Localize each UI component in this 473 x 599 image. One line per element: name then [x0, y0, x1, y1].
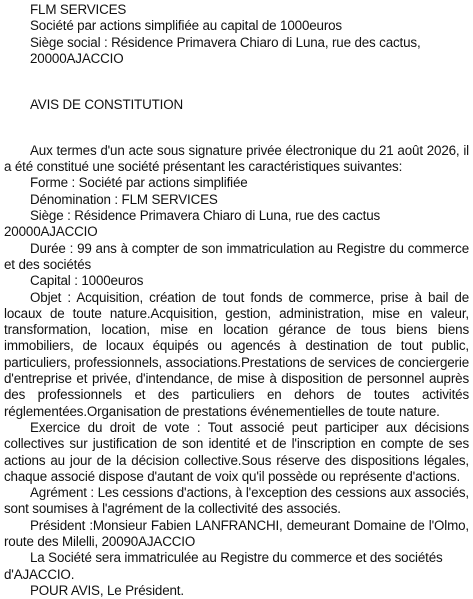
denomination-line: Dénomination : FLM SERVICES	[30, 191, 218, 207]
agrement-paragraph: Agrément : Les cessions d'actions, à l'exception des cessions aux associés, sont soumises à l'agrément de la collectivité des associés.	[4, 485, 469, 517]
company-type: Société par actions simplifiée au capital de 1000euros	[30, 18, 342, 34]
company-name: FLM SERVICES	[30, 2, 127, 17]
notice-header	[4, 2, 469, 67]
intro-paragraph: Aux termes d'un acte sous signature privée électronique du 21 août 2026, il a été constitué une société présentant les caractéristiques suivantes:	[4, 142, 469, 175]
vote-paragraph: Exercice du droit de vote : Tout associé peut participer aux décisions collectives sur justification de son identité et de l'inscription en compte de ses actions au jour de la décision collective.Sous réserve des dispositions légales, chaque associé dispose d'autant de voix qu'il possède ou représente d'actions.	[4, 419, 469, 484]
spacer	[4, 67, 469, 83]
objet-paragraph: Objet : Acquisition, création de tout fonds de commerce, prise à bail de locaux de toute nature.Acquisition, gestion, administration, mise en valeur, transformation, location, mise en location gérance de tous biens biens immobiliers, de locaux équipés ou agencés à destination de tout public, particuliers, professionnels, associations.Prestations de services de conciergerie d'entreprise et privée, d'intendance, de mise à disposition de personnel auprès des professionnels et des particuliers en dehors de toutes activités réglementées.Organisation de prestations événementielles de toute nature.	[4, 289, 469, 419]
notice-body	[4, 143, 469, 599]
immatriculation-line: La Société sera immatriculée au Registre du commerce et des sociétés d'AJACCIO.	[4, 550, 443, 582]
siege-line: Siège : Résidence Primavera Chiaro di Luna, rue des cactus 20000AJACCIO	[4, 208, 381, 240]
president-paragraph: Président :Monsieur Fabien LANFRANCHI, demeurant Domaine de l'Olmo, route des Milelli, 20090AJACCIO	[4, 517, 469, 549]
notice-title: AVIS DE CONSTITUTION	[30, 96, 183, 112]
duree-line: Durée : 99 ans à compter de son immatriculation au Registre du commerce et des sociétés	[4, 240, 469, 272]
capital-line: Capital : 1000euros	[30, 273, 144, 289]
registered-office: Siège social : Résidence Primavera Chiaro di Luna, rue des cactus, 20000AJACCIO	[30, 34, 421, 66]
spacer	[4, 127, 469, 143]
closing-line: POUR AVIS, Le Président.	[30, 582, 184, 598]
forme-line: Forme : Société par actions simplifiée	[30, 175, 248, 191]
